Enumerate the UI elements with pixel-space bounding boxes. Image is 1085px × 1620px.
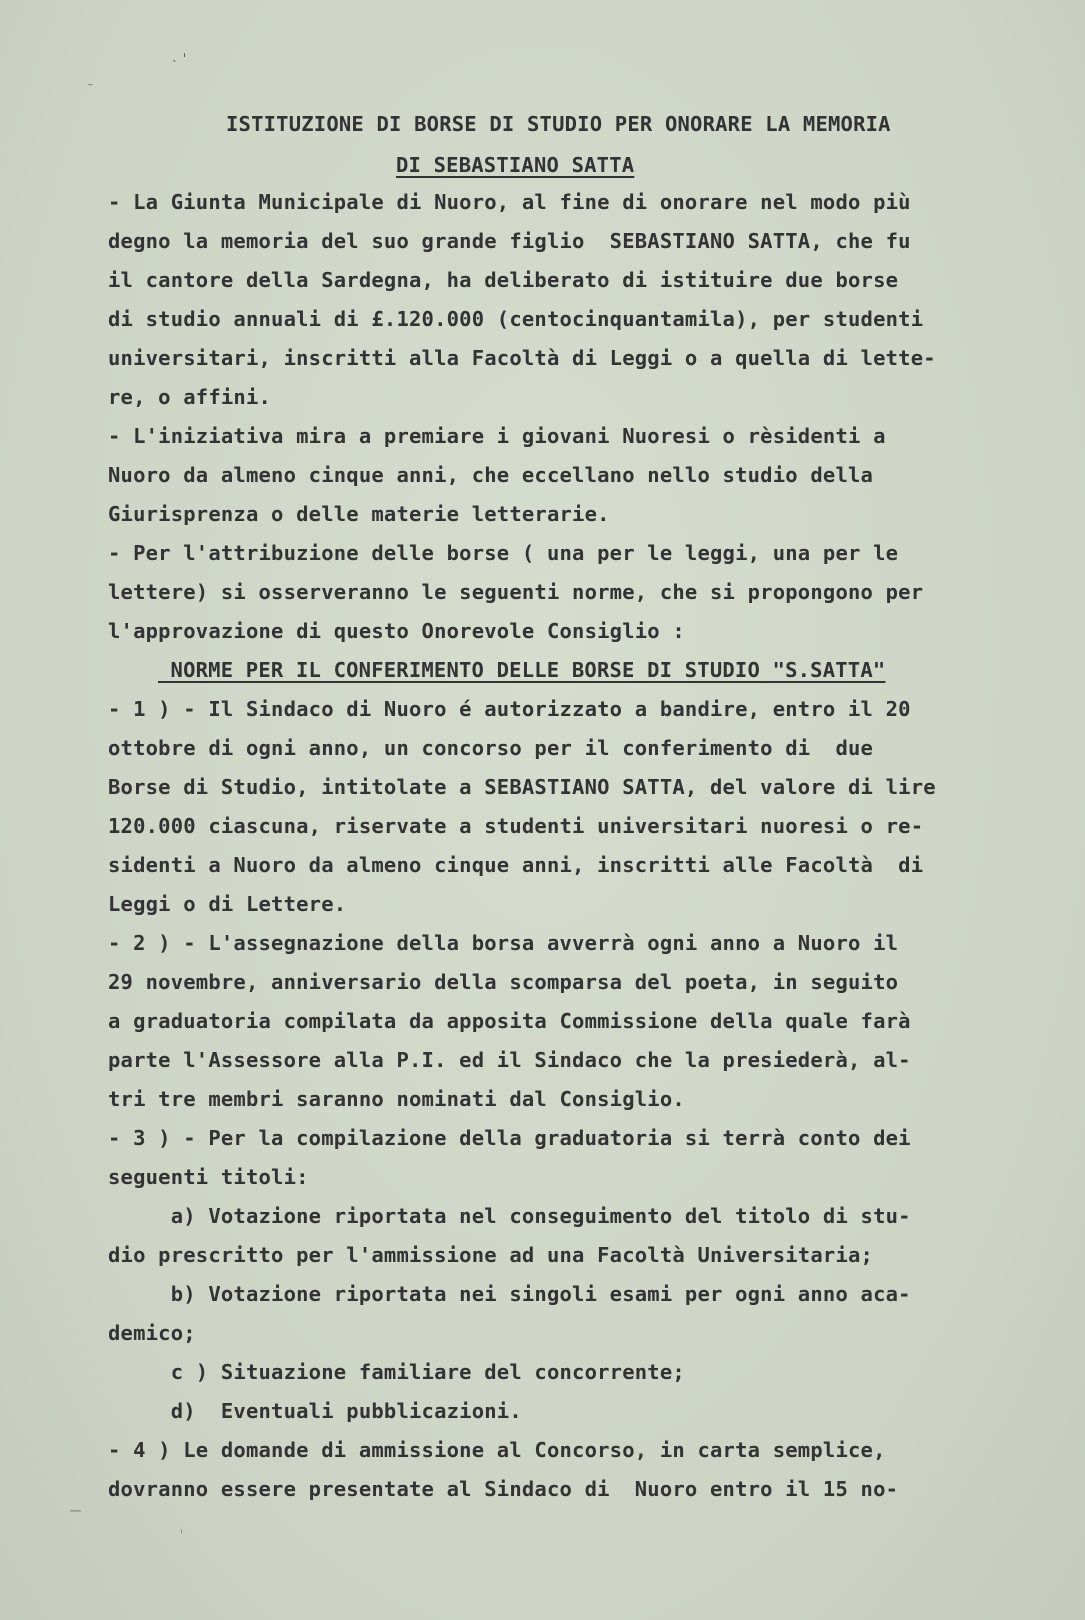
norme-line: 120.000 ciascuna, riservate a studenti universitari nuoresi o re- [108, 814, 924, 838]
norme-heading: NORME PER IL CONFERIMENTO DELLE BORSE DI STUDIO "S.SATTA" [158, 658, 886, 682]
body-line: il cantore della Sardegna, ha deliberato di istituire due borse [108, 268, 899, 292]
body-line: degno la memoria del suo grande figlio SEBASTIANO SATTA, che fu [108, 229, 911, 253]
paper-speck: ˴ˈ [172, 52, 189, 68]
body-line: Nuoro da almeno cinque anni, che eccellano nello studio della [108, 463, 874, 487]
norme-line: - 3 ) - Per la compilazione della graduatoria si terrà conto dei [108, 1126, 911, 1150]
norme-line: Leggi o di Lettere. [108, 892, 347, 916]
norme-line: a graduatoria compilata da apposita Commissione della quale farà [108, 1009, 911, 1033]
norme-line: tri tre membri saranno nominati dal Consiglio. [108, 1087, 685, 1111]
body-line: lettere) si osserveranno le seguenti norme, che si propongono per [108, 580, 924, 604]
body-line: - Per l'attribuzione delle borse ( una per le leggi, una per le [108, 541, 899, 565]
paper-speck: ˈ [178, 1528, 186, 1542]
norme-line: - 4 ) Le domande di ammissione al Concorso, in carta semplice, [108, 1438, 886, 1462]
norme-line: d) Eventuali pubblicazioni. [108, 1399, 522, 1423]
document-title: ISTITUZIONE DI BORSE DI STUDIO PER ONORARE LA MEMORIA [226, 112, 891, 136]
norme-line: c ) Situazione familiare del concorrente; [108, 1360, 685, 1384]
norme-line: seguenti titoli: [108, 1165, 309, 1189]
norme-line: a) Votazione riportata nel conseguimento del titolo di stu- [108, 1204, 911, 1228]
norme-line: sidenti a Nuoro da almeno cinque anni, inscritti alle Facoltà di [108, 853, 924, 877]
norme-line: - 2 ) - L'assegnazione della borsa avverrà ogni anno a Nuoro il [108, 931, 899, 955]
body-line: Giurisprenza o delle materie letterarie. [108, 502, 610, 526]
norme-line: Borse di Studio, intitolate a SEBASTIANO SATTA, del valore di lire [108, 775, 936, 799]
margin-mark: — [70, 1500, 81, 1521]
norme-line: dio prescritto per l'ammissione ad una Facoltà Universitaria; [108, 1243, 874, 1267]
body-line: re, o affini. [108, 385, 272, 409]
norme-line: 29 novembre, anniversario della scomparsa del poeta, in seguito [108, 970, 899, 994]
body-line: - L'iniziativa mira a premiare i giovani Nuoresi o rèsidenti a [108, 424, 886, 448]
norme-line: - 1 ) - Il Sindaco di Nuoro é autorizzato a bandire, entro il 20 [108, 697, 911, 721]
norme-line: demico; [108, 1321, 196, 1345]
body-line: - La Giunta Municipale di Nuoro, al fine di onorare nel modo più [108, 190, 911, 214]
document-subtitle: DI SEBASTIANO SATTA [396, 153, 635, 177]
norme-line: b) Votazione riportata nei singoli esami per ogni anno aca- [108, 1282, 911, 1306]
paper-speck: ⁻ [86, 80, 95, 96]
norme-line: ottobre di ogni anno, un concorso per il conferimento di due [108, 736, 874, 760]
body-line: l'approvazione di questo Onorevole Consiglio : [108, 619, 685, 643]
norme-line: dovranno essere presentate al Sindaco di Nuoro entro il 15 no- [108, 1477, 899, 1501]
body-line: universitari, inscritti alla Facoltà di Leggi o a quella di lette- [108, 346, 936, 370]
norme-line: parte l'Assessore alla P.I. ed il Sindaco che la presiederà, al- [108, 1048, 911, 1072]
body-line: di studio annuali di £.120.000 (centocinquantamila), per studenti [108, 307, 924, 331]
